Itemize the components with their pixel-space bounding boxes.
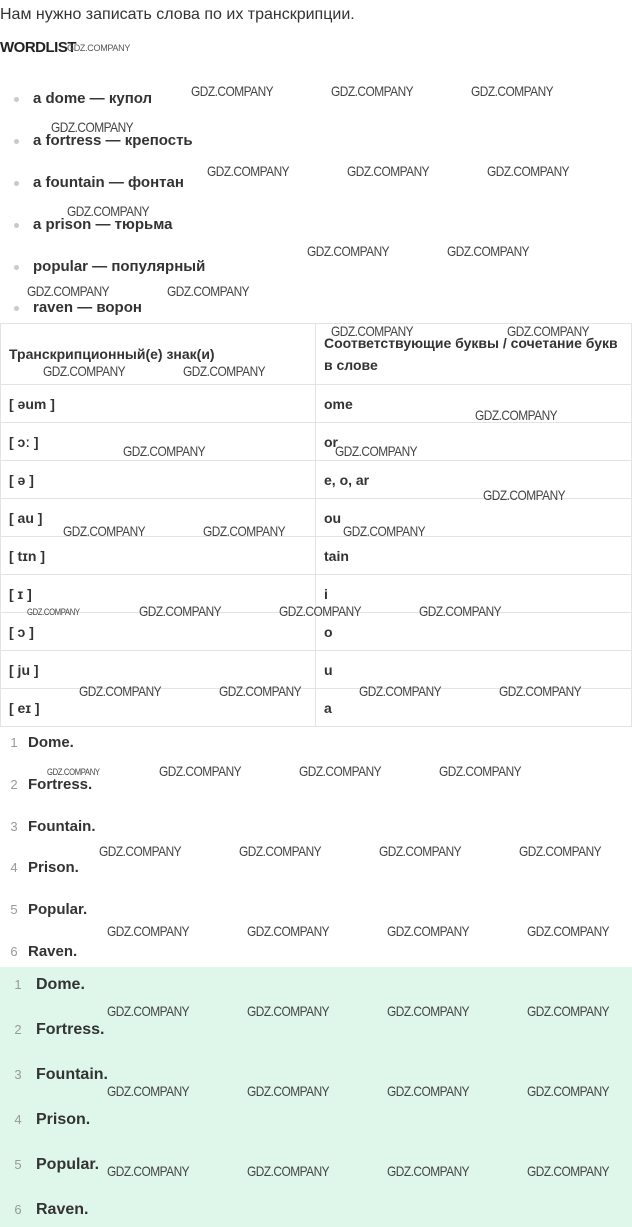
watermark: GDZ.COMPANY bbox=[67, 43, 131, 53]
watermark: GDZ.COMPANY bbox=[475, 407, 558, 423]
watermark: GDZ.COMPANY bbox=[307, 243, 390, 259]
watermark: GDZ.COMPANY bbox=[191, 83, 274, 99]
table-cell: ou bbox=[316, 499, 632, 537]
table-cell: u bbox=[316, 651, 632, 689]
watermark: GDZ.COMPANY bbox=[527, 1003, 610, 1019]
watermark: GDZ.COMPANY bbox=[483, 487, 566, 503]
table-cell: [ ɪ ] bbox=[1, 575, 316, 613]
table-row bbox=[1, 423, 632, 461]
watermark: GDZ.COMPANY bbox=[387, 923, 470, 939]
watermark: GDZ.COMPANY bbox=[335, 443, 418, 459]
table-cell: [ au ] bbox=[1, 499, 316, 537]
watermark: GDZ.COMPANY bbox=[203, 523, 286, 539]
table-cell: [ ɔ ] bbox=[1, 613, 316, 651]
watermark: GDZ.COMPANY bbox=[107, 1083, 190, 1099]
list-item: popular — популярный bbox=[14, 258, 205, 275]
watermark: GDZ.COMPANY bbox=[247, 1003, 330, 1019]
watermark: GDZ.COMPANY bbox=[471, 83, 554, 99]
watermark: GDZ.COMPANY bbox=[239, 843, 322, 859]
list-item: raven — ворон bbox=[14, 299, 142, 316]
table-cell: [ ə ] bbox=[1, 461, 316, 499]
watermark: GDZ.COMPANY bbox=[387, 1083, 470, 1099]
watermark: GDZ.COMPANY bbox=[247, 1083, 330, 1099]
list-item: a fountain — фонтан bbox=[14, 174, 184, 191]
table-cell: [ ju ] bbox=[1, 651, 316, 689]
table-cell: [ tɪn ] bbox=[1, 537, 316, 575]
table-row bbox=[1, 537, 632, 575]
watermark: GDZ.COMPANY bbox=[27, 607, 80, 617]
list-item: 2 Fortress. bbox=[14, 1021, 105, 1038]
watermark: GDZ.COMPANY bbox=[347, 163, 430, 179]
watermark: GDZ.COMPANY bbox=[527, 923, 610, 939]
bullet-icon bbox=[14, 223, 19, 228]
watermark: GDZ.COMPANY bbox=[527, 1083, 610, 1099]
watermark: GDZ.COMPANY bbox=[79, 683, 162, 699]
watermark: GDZ.COMPANY bbox=[331, 323, 414, 339]
table-cell: i bbox=[316, 575, 632, 613]
list-item: a dome — купол bbox=[14, 90, 152, 107]
watermark: GDZ.COMPANY bbox=[527, 1163, 610, 1179]
table-cell: a bbox=[316, 689, 632, 727]
table-cell: or bbox=[316, 423, 632, 461]
watermark: GDZ.COMPANY bbox=[167, 283, 250, 299]
list-item: 5 Popular. bbox=[14, 1156, 100, 1173]
watermark: GDZ.COMPANY bbox=[63, 523, 146, 539]
watermark: GDZ.COMPANY bbox=[387, 1003, 470, 1019]
list-item: 1 Dome. bbox=[14, 976, 85, 993]
table-header-cell: Соответствующие буквы / сочетание букв в слове bbox=[316, 324, 632, 385]
wordlist-title: WORDLIST bbox=[0, 39, 76, 56]
watermark: GDZ.COMPANY bbox=[359, 683, 442, 699]
list-item: a prison — тюрьма bbox=[14, 216, 172, 233]
list-item: 3 Fountain. bbox=[14, 1066, 108, 1083]
watermark: GDZ.COMPANY bbox=[447, 243, 530, 259]
watermark: GDZ.COMPANY bbox=[247, 1163, 330, 1179]
watermark: GDZ.COMPANY bbox=[107, 1163, 190, 1179]
table-cell: [ əum ] bbox=[1, 385, 316, 423]
list-item: 2 Fortress. bbox=[10, 776, 93, 793]
table-cell: o bbox=[316, 613, 632, 651]
table-header-cell: Транскрипционный(е) знак(и) bbox=[1, 324, 316, 385]
watermark: GDZ.COMPANY bbox=[27, 283, 110, 299]
watermark: GDZ.COMPANY bbox=[387, 1163, 470, 1179]
list-item: 3 Fountain. bbox=[10, 818, 96, 835]
watermark: GDZ.COMPANY bbox=[207, 163, 290, 179]
watermark: GDZ.COMPANY bbox=[419, 603, 502, 619]
list-item: 6 Raven. bbox=[14, 1201, 89, 1218]
watermark: GDZ.COMPANY bbox=[379, 843, 462, 859]
list-item: 5 Popular. bbox=[10, 901, 88, 918]
bullet-icon bbox=[14, 97, 19, 102]
table-cell: ome bbox=[316, 385, 632, 423]
table-cell: [ ɔː ] bbox=[1, 423, 316, 461]
intro-text: Нам нужно записать слова по их транскрипции. bbox=[0, 6, 355, 23]
bullet-icon bbox=[14, 306, 19, 311]
list-item: 6 Raven. bbox=[10, 943, 78, 960]
watermark: GDZ.COMPANY bbox=[47, 767, 100, 777]
watermark: GDZ.COMPANY bbox=[299, 763, 382, 779]
table-cell: e, o, ar bbox=[316, 461, 632, 499]
watermark: GDZ.COMPANY bbox=[107, 1003, 190, 1019]
watermark: GDZ.COMPANY bbox=[487, 163, 570, 179]
table-cell: [ eɪ ] bbox=[1, 689, 316, 727]
watermark: GDZ.COMPANY bbox=[159, 763, 242, 779]
watermark: GDZ.COMPANY bbox=[123, 443, 206, 459]
watermark: GDZ.COMPANY bbox=[519, 843, 602, 859]
watermark: GDZ.COMPANY bbox=[67, 203, 150, 219]
list-item: a fortress — крепость bbox=[14, 132, 193, 149]
watermark: GDZ.COMPANY bbox=[279, 603, 362, 619]
watermark: GDZ.COMPANY bbox=[247, 923, 330, 939]
watermark: GDZ.COMPANY bbox=[107, 923, 190, 939]
watermark: GDZ.COMPANY bbox=[43, 363, 126, 379]
watermark: GDZ.COMPANY bbox=[439, 763, 522, 779]
watermark: GDZ.COMPANY bbox=[499, 683, 582, 699]
watermark: GDZ.COMPANY bbox=[507, 323, 590, 339]
watermark: GDZ.COMPANY bbox=[99, 843, 182, 859]
watermark: GDZ.COMPANY bbox=[343, 523, 426, 539]
bullet-icon bbox=[14, 139, 19, 144]
watermark: GDZ.COMPANY bbox=[331, 83, 414, 99]
table-cell: tain bbox=[316, 537, 632, 575]
list-item: 1 Dome. bbox=[10, 734, 74, 751]
list-item: 4 Prison. bbox=[10, 859, 79, 876]
watermark: GDZ.COMPANY bbox=[219, 683, 302, 699]
watermark: GDZ.COMPANY bbox=[139, 603, 222, 619]
watermark: GDZ.COMPANY bbox=[51, 119, 134, 135]
list-item: 4 Prison. bbox=[14, 1111, 91, 1128]
bullet-icon bbox=[14, 181, 19, 186]
watermark: GDZ.COMPANY bbox=[183, 363, 266, 379]
bullet-icon bbox=[14, 265, 19, 270]
